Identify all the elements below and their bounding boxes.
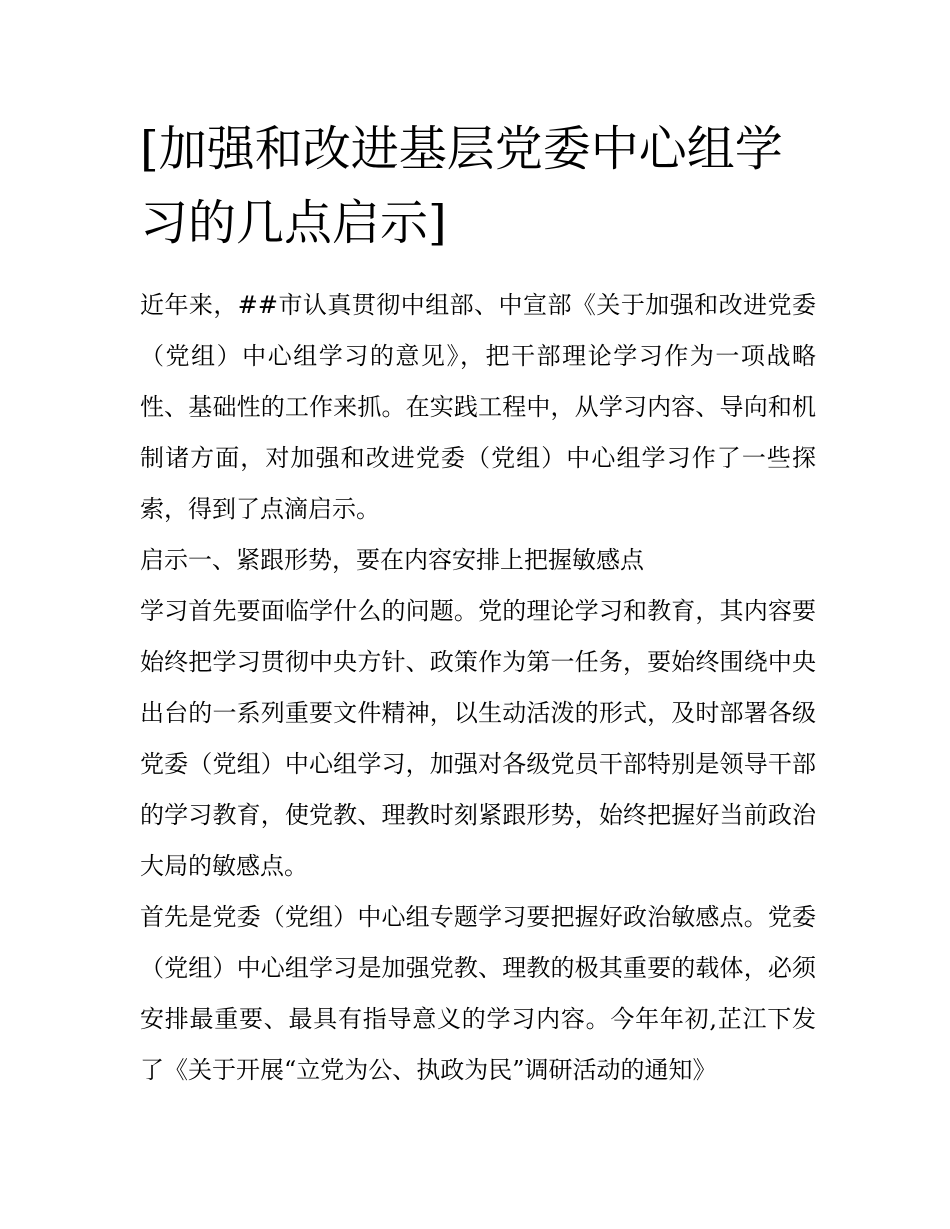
document-body [140,280,816,1096]
section-heading: 启示一、紧跟形势，要在内容安排上把握敏感点 [140,546,644,574]
document-title: [加强和改进基层党委中心组学习的几点启示] [140,121,783,251]
paragraph-political-sensitivity: 首先是党委（党组）中心组专题学习要把握好政治敏感点。党委（党组）中心组学习是加强党教、理教的极其重要的载体，必须安排最重要、最具有指导意义的学习内容。今年年初,芷江下发了《关于开展“立党为公、执政为民”调研活动的通知》 [140,903,816,1084]
paragraph-intro: 近年来，##市认真贯彻中组部、中宣部《关于加强和改进党委（党组）中心组学习的意见》，把干部理论学习作为一项战略性、基础性的工作来抓。在实践工程中，从学习内容、导向和机制诸方面，对加强和改进党委（党组）中心组学习作了一些探索，得到了点滴启示。 [140,291,816,523]
paragraph-learning-content: 学习首先要面临学什么的问题。党的理论学习和教育，其内容要始终把学习贯彻中央方针、政策作为第一任务，要始终围绕中央出台的一系列重要文件精神，以生动活泼的形式，及时部署各级党委（党组）中心组学习，加强对各级党员干部特别是领导干部的学习教育，使党教、理教时刻紧跟形势，始终把握好当前政治大局的敏感点。 [140,597,816,880]
